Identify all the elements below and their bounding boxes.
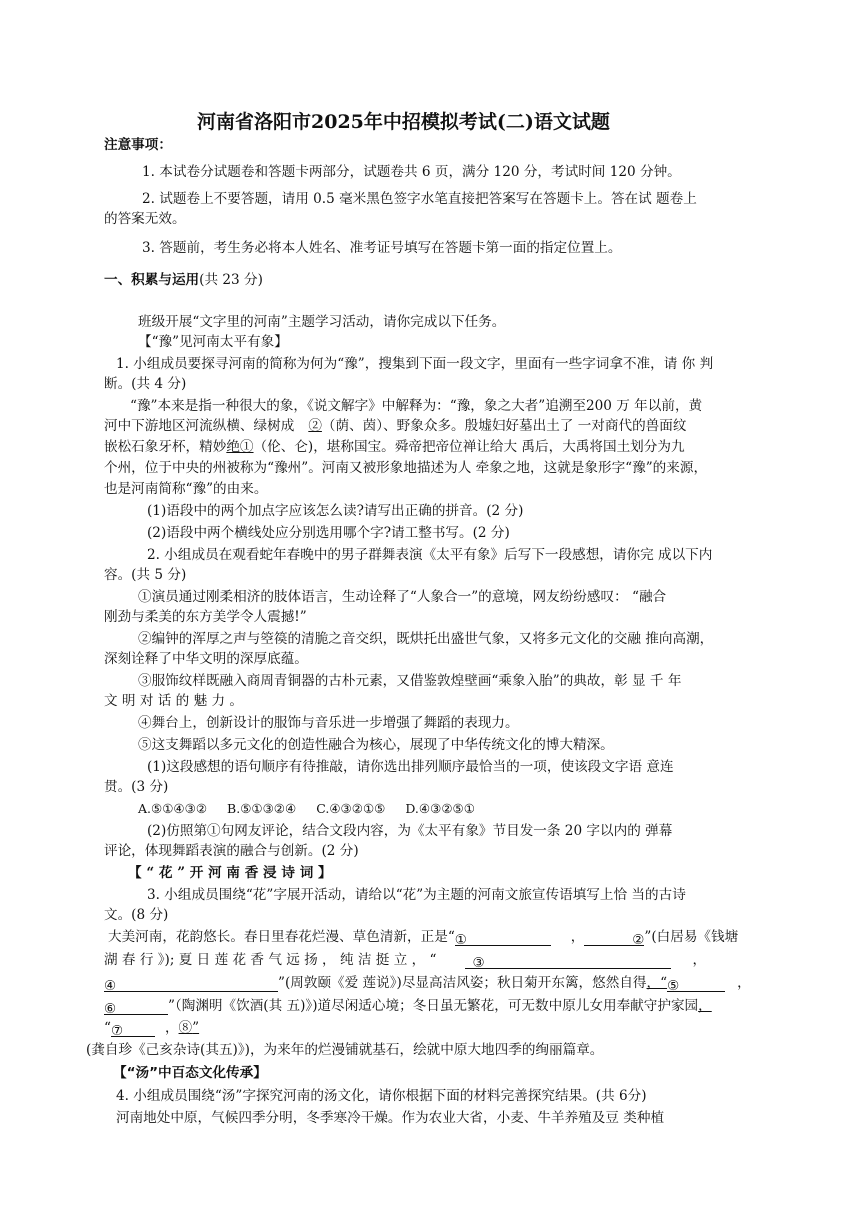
fill-line-4: ⑥ ”（陶渊明《饮酒(其 五)》)道尽闲适心境；冬日虽无繁花，可无数中原儿女用奉献守护家园， xyxy=(104,998,712,1017)
topic-heading-3: 【“汤”中百态文化传承】 xyxy=(113,1065,267,1081)
passage-4-line-1: 河南地处中原，气候四季分明，冬季寒冷干燥。作为农业大省，小麦、牛羊养殖及豆 类种植 xyxy=(116,1110,665,1126)
passage-1-line-3: 嵌松石象牙杯，精妙绝①（伦、仑)，堪称国宝。舜帝把帝位禅让给大 禹后，大禹将国土划分为九 xyxy=(104,439,685,455)
section-heading xyxy=(104,271,263,289)
passage-1-line-4: 个州，位于中央的州被称为“豫州”。河南又被形象地描述为人 牵象之地，这就是象形字“豫”的来源， xyxy=(104,460,708,476)
option-c: C.④③②①⑤ xyxy=(316,801,386,816)
page-title: 河南省洛阳市2025年中招模拟考试(二)语文试题 xyxy=(197,111,610,133)
blank-poem-5: ⑤ xyxy=(667,977,725,992)
question-2-cont: 容。(共 5 分) xyxy=(104,567,187,583)
note-3: 3. 答题前，考生务必将本人姓名、准考证号填写在答题卡第一面的指定位置上。 xyxy=(142,240,622,256)
fill-line-5: “⑦ ，⑧” xyxy=(104,1020,200,1039)
blank-poem-8: ⑧ xyxy=(178,1020,193,1036)
fill-line-2: 湖 春 行 》); 夏 日 莲 花 香 气 远 扬 ， 纯 洁 挺 立 ， “ ③ ， xyxy=(104,952,707,971)
note-1: 1. 本试卷分试题卷和答题卡两部分，试题卷共 6 页，满分 120 分，考试时间 120 分钟。 xyxy=(142,164,681,180)
question-3-cont: 文。(8 分) xyxy=(104,907,169,923)
sentence-5: ⑤这支舞蹈以多元文化的创造性融合为核心，展现了中华传统文化的博大精深。 xyxy=(138,737,614,753)
question-3: 3. 小组成员围绕“花”字展开活动，请给以“花”为主题的河南文旅宣传语填写上恰 当的古诗 xyxy=(147,887,686,903)
sentence-4: ④舞台上，创新设计的服饰与音乐进一步增强了舞蹈的表现力。 xyxy=(138,715,519,731)
blank-2: ② xyxy=(308,418,322,434)
section-score: (共 23 分) xyxy=(199,272,263,288)
sentence-2-cont: 深刻诠释了中华文明的深厚底蕴。 xyxy=(104,651,308,667)
passage-1-line-1: “豫”本来是指一种很大的象，《说文解字》中解释为：“豫，象之大者”追溯至200 万 年以前，黄 xyxy=(130,398,703,414)
blank-1: 绝① xyxy=(226,439,254,455)
sentence-3: ③服饰纹样既融入商周青铜器的古朴元素，又借鉴敦煌壁画“乘象入胎”的典故，彰 显 千 年 xyxy=(138,673,682,689)
question-1: 1. 小组成员要探寻河南的简称为何为“豫”，搜集到下面一段文字，里面有一些字词拿不准，请 你 判 xyxy=(116,356,714,372)
fill-line-3: ④ ”(周敦颐《爱 莲说》)尽显高洁风姿；秋日菊开东篱，悠然自得，“⑤ ， xyxy=(104,975,751,994)
option-list xyxy=(138,800,475,818)
sentence-1: ①演员通过刚柔相济的肢体语言，生动诠释了“人象合一”的意境，网友纷纷感叹： “融合 xyxy=(138,589,667,605)
question-1-cont: 断。(共 4 分) xyxy=(104,376,187,392)
blank-poem-6: ⑥ xyxy=(104,1000,168,1015)
option-d: D.④③②⑤① xyxy=(405,801,475,816)
question-2-part-1-cont: 贯。(3 分) xyxy=(104,779,169,795)
activity-intro: 班级开展“文字里的河南”主题学习活动，请你完成以下任务。 xyxy=(138,314,506,330)
sentence-1-cont: 刚劲与柔美的东方美学令人震撼!” xyxy=(104,609,307,625)
sentence-3-cont: 文 明 对 话 的 魅 力 。 xyxy=(104,693,243,709)
passage-1-line-2: 河中下游地区河流纵横、绿树成 ②（荫、茵）、野象众多。殷墟妇好墓出土了 一对商代的兽面纹 xyxy=(104,418,687,434)
section-title: 一、积累与运用 xyxy=(104,272,200,288)
topic-heading-2: 【 “ 花 ” 开 河 南 香 浸 诗 词 】 xyxy=(128,865,332,881)
blank-poem-4: ④ xyxy=(104,977,278,992)
fill-line-1: 大美河南，花韵悠长。春日里春花烂漫、草色清新，正是“① ， ②”(白居易《钱塘 xyxy=(108,929,739,948)
passage-1-line-5: 也是河南简称“豫”的由来。 xyxy=(104,481,268,497)
note-2-cont: 的答案无效。 xyxy=(104,211,186,227)
fill-line-6: (龚自珍《己亥杂诗(其五)》)，为来年的烂漫铺就基石，绘就中原大地四季的绚丽篇章。 xyxy=(86,1042,604,1058)
topic-heading-1: 【“豫”见河南太平有象】 xyxy=(138,334,288,350)
option-b: B.⑤①③②④ xyxy=(227,801,297,816)
question-2-part-2: (2)仿照第①句网友评论，结合文段内容，为《太平有象》节目发一条 20 字以内的 弹幕 xyxy=(147,823,673,839)
question-2-part-1: (1)这段感想的语句顺序有待推敲，请你选出排列顺序最恰当的一项，使该段文字语 意连 xyxy=(147,759,674,775)
question-2: 2. 小组成员在观看蛇年春晚中的男子群舞表演《太平有象》后写下一段感想，请你完 成以下内 xyxy=(147,547,713,563)
blank-poem-2: ② xyxy=(584,931,644,946)
blank-poem-3: ③ xyxy=(465,954,671,969)
blank-poem-1: ① xyxy=(455,931,551,946)
question-2-part-2-cont: 评论，体现舞蹈表演的融合与创新。(2 分) xyxy=(104,843,359,859)
question-1-part-2: (2)语段中两个横线处应分别选用哪个字?请工整书写。(2 分) xyxy=(147,525,510,541)
question-4: 4. 小组成员围绕“汤”字探究河南的汤文化，请你根据下面的材料完善探究结果。(共 6分) xyxy=(116,1088,647,1104)
sentence-2: ②编钟的浑厚之声与箜篌的清脆之音交织，既烘托出盛世气象，又将多元文化的交融 推向高潮， xyxy=(138,631,714,647)
option-a: A.⑤①④③② xyxy=(138,801,208,816)
notes-heading: 注意事项： xyxy=(104,137,172,153)
blank-poem-7: ⑦ xyxy=(111,1022,155,1037)
question-1-part-1: (1)语段中的两个加点字应该怎么读?请写出正确的拼音。(2 分) xyxy=(147,503,524,519)
note-2: 2. 试题卷上不要答题，请用 0.5 毫米黑色签字水笔直接把答案写在答题卡上。答在试 题卷上 xyxy=(142,191,697,207)
